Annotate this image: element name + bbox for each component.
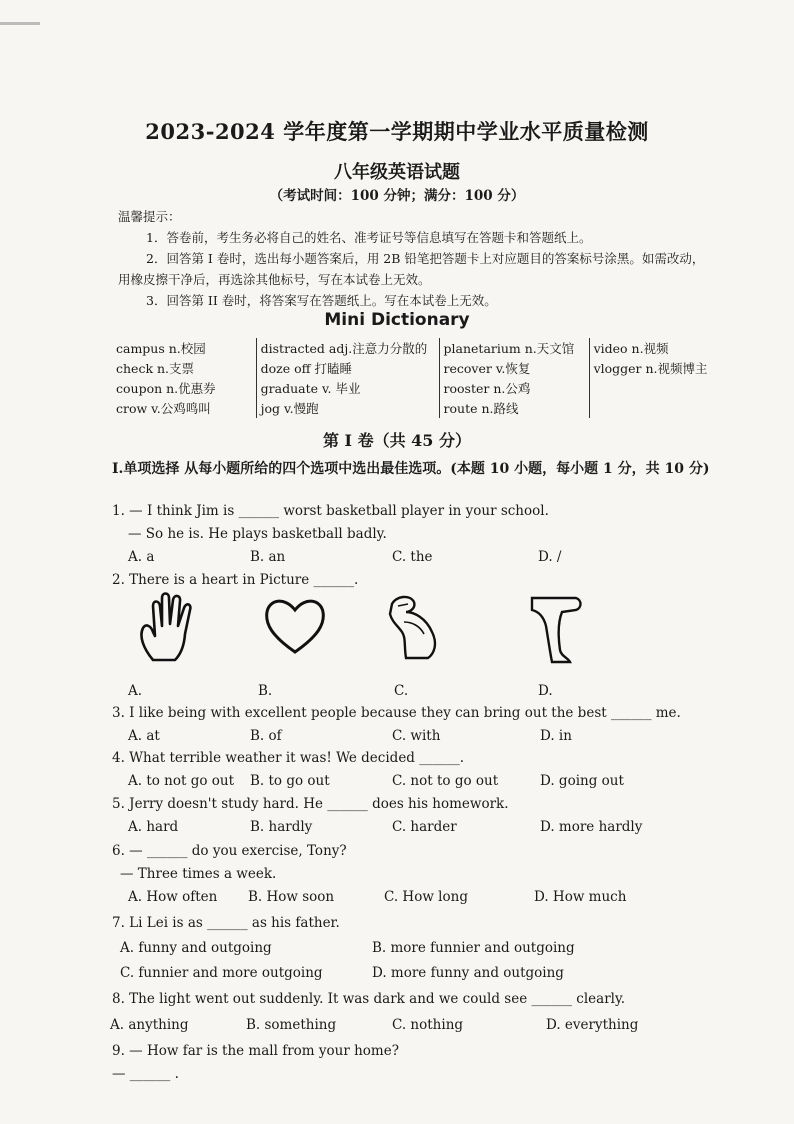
dictionary-entry: rooster n.公鸡 [439,378,589,398]
option-b: B. of [250,728,282,744]
arm-icon [384,592,454,664]
option-a: A. [128,683,143,699]
hand-icon [135,592,205,664]
option-c: C. How long [384,889,468,905]
dictionary-row [112,378,724,398]
option-a: A. a [128,549,155,565]
option-c: C. [394,683,409,699]
dictionary-entry: campus n.校园 [112,338,256,358]
dictionary-entry [589,378,724,398]
dictionary-entry: vlogger n.视频博主 [593,361,708,376]
question-reply: — Three times a week. [120,866,277,882]
exam-subtitle: 八年级英语试题 [334,162,460,183]
option-b: B. something [246,1017,337,1033]
option-d: D. in [540,728,572,744]
tips-heading: 温馨提示： [118,209,181,224]
question-stem: 5. Jerry doesn't study hard. He ______ does his homework. [112,796,509,812]
dictionary-entry: route n.路线 [439,398,589,418]
dictionary-entry: planetarium n.天文馆 [439,338,589,358]
part-instruction: I.单项选择 从每小题所给的四个选项中选出最佳选项。(本题 10 小题，每小题 1 分，共 10 分) [112,461,710,477]
option-d: D. How much [534,889,627,905]
option-a: A. to not go out [128,773,235,789]
option-b: B. [258,683,273,699]
option-c: C. the [392,549,433,565]
dictionary-entry: jog v.慢跑 [256,398,439,418]
tip-item: 2．回答第 I 卷时，选出每小题答案后，用 2B 铅笔把答题卡上对应题目的答案标号涂黑。如需改动， [146,251,705,266]
dictionary-table [112,338,724,418]
dictionary-entry: coupon n.优惠券 [112,378,256,398]
option-c: C. funnier and more outgoing [120,965,323,981]
option-a: A. anything [110,1017,189,1033]
tips-block [118,206,738,311]
dictionary-row [112,358,724,378]
dictionary-entry: video n.视频 [593,341,669,356]
option-a: A. hard [128,819,179,835]
question-reply: — So he is. He plays basketball badly. [128,526,387,542]
option-d: D. everything [546,1017,639,1033]
option-a: A. How often [128,889,218,905]
question-stem: 8. The light went out suddenly. It was dark and we could see ______ clearly. [112,991,626,1007]
option-b: B. How soon [248,889,335,905]
option-d: D. going out [540,773,624,789]
option-c: C. with [392,728,441,744]
dictionary-entry: recover v.恢复 [439,358,589,378]
tip-item: 1．答卷前，考生务必将自己的姓名、准考证号等信息填写在答题卡和答题纸上。 [146,230,592,245]
section-heading: 第 I 卷（共 45 分） [322,431,472,450]
dictionary-row [112,338,724,358]
dictionary-entry: distracted adj.注意力分散的 [256,338,439,358]
scan-mark [0,22,40,25]
dictionary-entry: doze off 打瞌睡 [256,358,439,378]
question-stem: 4. What terrible weather it was! We decided ______. [112,750,465,766]
dictionary-title: Mini Dictionary [324,310,470,330]
option-b: B. hardly [250,819,313,835]
dictionary-entry: crow v.公鸡鸣叫 [112,398,256,418]
tip-item: 用橡皮擦干净后，再选涂其他标号，写在本试卷上无效。 [118,272,431,287]
tip-item: 3．回答第 II 卷时，将答案写在答题纸上。写在本试卷上无效。 [146,293,497,308]
dictionary-entry: check n.支票 [112,358,256,378]
dictionary-entry [589,398,724,418]
dictionary-row [112,398,724,418]
question-stem: 2. There is a heart in Picture ______. [112,572,359,588]
question-stem: 9. — How far is the mall from your home? [112,1043,399,1059]
question-stem: 3. I like being with excellent people because they can bring out the best ______ me. [112,705,681,721]
exam-title: 2023-2024 学年度第一学期期中学业水平质量检测 [145,119,649,144]
option-b: B. more funnier and outgoing [372,940,575,956]
question-reply: — ______ . [112,1066,179,1082]
heart-icon [262,594,328,658]
option-d: D. [538,683,553,699]
question-stem: 7. Li Lei is as ______ as his father. [112,915,340,931]
option-c: C. harder [392,819,457,835]
option-d: D. / [538,549,562,565]
option-a: A. at [128,728,160,744]
option-b: B. to go out [250,773,330,789]
leg-icon [528,592,588,668]
option-d: D. more funny and outgoing [372,965,564,981]
option-b: B. an [250,549,286,565]
option-a: A. funny and outgoing [120,940,272,956]
option-d: D. more hardly [540,819,643,835]
question-stem: 1. — I think Jim is ______ worst basketball player in your school. [112,503,549,519]
exam-info: （考试时间：100 分钟；满分：100 分） [269,188,525,204]
option-c: C. not to go out [392,773,499,789]
option-c: C. nothing [392,1017,464,1033]
question-stem: 6. — ______ do you exercise, Tony? [112,843,347,859]
dictionary-entry: graduate v. 毕业 [256,378,439,398]
